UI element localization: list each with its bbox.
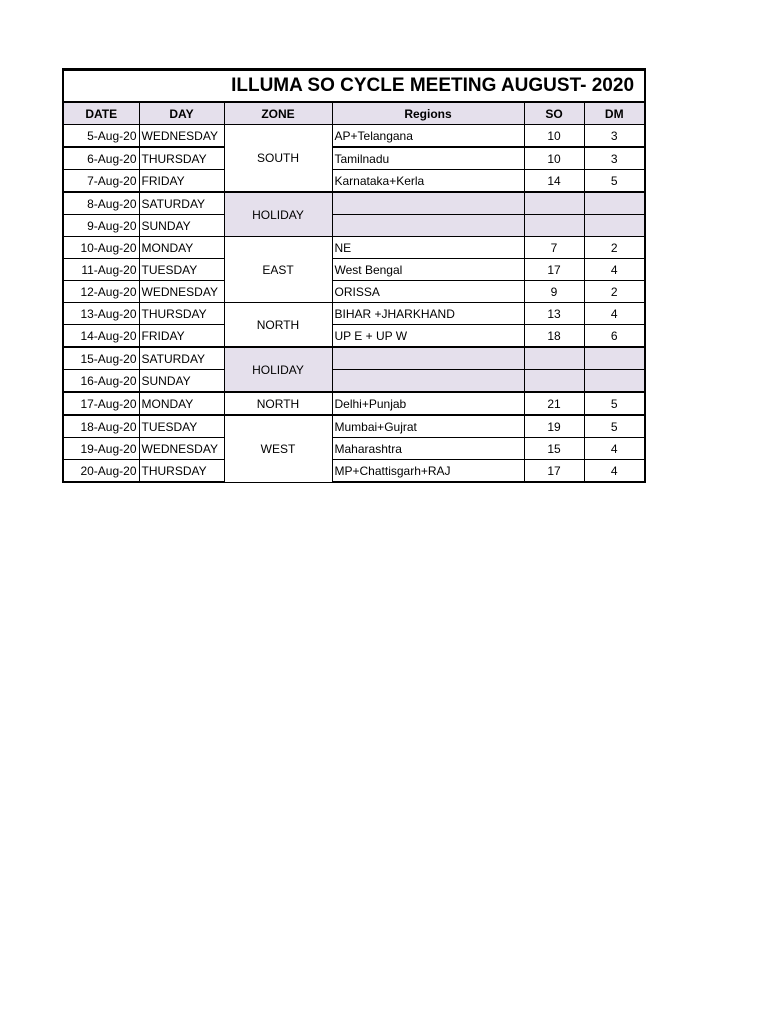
table-row bbox=[63, 281, 645, 303]
so-cell: 17 bbox=[524, 259, 584, 281]
header-date: DATE bbox=[63, 102, 139, 125]
region-cell: Tamilnadu bbox=[332, 147, 524, 170]
meeting-schedule-sheet bbox=[62, 68, 644, 483]
day-cell: THURSDAY bbox=[139, 303, 224, 325]
so-cell: 18 bbox=[524, 325, 584, 348]
region-cell: ORISSA bbox=[332, 281, 524, 303]
dm-cell bbox=[584, 192, 645, 215]
table-row bbox=[63, 392, 645, 415]
region-cell: Delhi+Punjab bbox=[332, 392, 524, 415]
date-cell: 8-Aug-20 bbox=[63, 192, 139, 215]
table-row bbox=[63, 125, 645, 148]
day-cell: MONDAY bbox=[139, 237, 224, 259]
table-row bbox=[63, 370, 645, 393]
sheet-title: ILLUMA SO CYCLE MEETING AUGUST- 2020 bbox=[63, 70, 645, 103]
day-cell: SATURDAY bbox=[139, 347, 224, 370]
day-cell: FRIDAY bbox=[139, 325, 224, 348]
region-cell bbox=[332, 215, 524, 237]
so-cell: 14 bbox=[524, 170, 584, 193]
date-cell: 7-Aug-20 bbox=[63, 170, 139, 193]
header-regions: Regions bbox=[332, 102, 524, 125]
date-cell: 17-Aug-20 bbox=[63, 392, 139, 415]
so-cell: 7 bbox=[524, 237, 584, 259]
date-cell: 16-Aug-20 bbox=[63, 370, 139, 393]
date-cell: 5-Aug-20 bbox=[63, 125, 139, 148]
table-row bbox=[63, 347, 645, 370]
dm-cell: 2 bbox=[584, 237, 645, 259]
so-cell bbox=[524, 347, 584, 370]
table-row bbox=[63, 325, 645, 348]
so-cell bbox=[524, 370, 584, 393]
day-cell: TUESDAY bbox=[139, 415, 224, 438]
dm-cell: 6 bbox=[584, 325, 645, 348]
day-cell: SATURDAY bbox=[139, 192, 224, 215]
so-cell: 13 bbox=[524, 303, 584, 325]
schedule-table bbox=[62, 68, 646, 483]
table-row bbox=[63, 460, 645, 483]
date-cell: 18-Aug-20 bbox=[63, 415, 139, 438]
day-cell: THURSDAY bbox=[139, 460, 224, 483]
dm-cell bbox=[584, 347, 645, 370]
dm-cell: 5 bbox=[584, 415, 645, 438]
dm-cell: 3 bbox=[584, 147, 645, 170]
region-cell: Mumbai+Gujrat bbox=[332, 415, 524, 438]
date-cell: 10-Aug-20 bbox=[63, 237, 139, 259]
dm-cell: 4 bbox=[584, 438, 645, 460]
region-cell: Karnataka+Kerla bbox=[332, 170, 524, 193]
table-row bbox=[63, 192, 645, 215]
region-cell: UP E + UP W bbox=[332, 325, 524, 348]
table-row bbox=[63, 170, 645, 193]
day-cell: SUNDAY bbox=[139, 215, 224, 237]
day-cell: WEDNESDAY bbox=[139, 125, 224, 148]
dm-cell: 3 bbox=[584, 125, 645, 148]
date-cell: 9-Aug-20 bbox=[63, 215, 139, 237]
region-cell: MP+Chattisgarh+RAJ bbox=[332, 460, 524, 483]
dm-cell: 2 bbox=[584, 281, 645, 303]
so-cell: 10 bbox=[524, 125, 584, 148]
region-cell bbox=[332, 192, 524, 215]
region-cell bbox=[332, 347, 524, 370]
so-cell bbox=[524, 215, 584, 237]
date-cell: 15-Aug-20 bbox=[63, 347, 139, 370]
date-cell: 19-Aug-20 bbox=[63, 438, 139, 460]
day-cell: WEDNESDAY bbox=[139, 438, 224, 460]
date-cell: 20-Aug-20 bbox=[63, 460, 139, 483]
so-cell: 21 bbox=[524, 392, 584, 415]
so-cell: 10 bbox=[524, 147, 584, 170]
dm-cell bbox=[584, 370, 645, 393]
header-zone: ZONE bbox=[224, 102, 332, 125]
table-row bbox=[63, 438, 645, 460]
date-cell: 6-Aug-20 bbox=[63, 147, 139, 170]
region-cell: West Bengal bbox=[332, 259, 524, 281]
so-cell bbox=[524, 192, 584, 215]
table-row bbox=[63, 259, 645, 281]
region-cell: Maharashtra bbox=[332, 438, 524, 460]
day-cell: THURSDAY bbox=[139, 147, 224, 170]
table-row bbox=[63, 237, 645, 259]
header-so: SO bbox=[524, 102, 584, 125]
day-cell: WEDNESDAY bbox=[139, 281, 224, 303]
so-cell: 19 bbox=[524, 415, 584, 438]
zone-cell-west: WEST bbox=[224, 415, 332, 482]
region-cell bbox=[332, 370, 524, 393]
zone-cell-south: SOUTH bbox=[224, 125, 332, 193]
zone-cell-east: EAST bbox=[224, 237, 332, 303]
date-cell: 12-Aug-20 bbox=[63, 281, 139, 303]
region-cell: AP+Telangana bbox=[332, 125, 524, 148]
dm-cell: 5 bbox=[584, 170, 645, 193]
zone-cell-holiday: HOLIDAY bbox=[224, 192, 332, 237]
table-row bbox=[63, 303, 645, 325]
day-cell: SUNDAY bbox=[139, 370, 224, 393]
header-day: DAY bbox=[139, 102, 224, 125]
date-cell: 13-Aug-20 bbox=[63, 303, 139, 325]
dm-cell: 5 bbox=[584, 392, 645, 415]
zone-cell-north: NORTH bbox=[224, 303, 332, 348]
date-cell: 11-Aug-20 bbox=[63, 259, 139, 281]
dm-cell: 4 bbox=[584, 460, 645, 483]
day-cell: MONDAY bbox=[139, 392, 224, 415]
table-row bbox=[63, 415, 645, 438]
dm-cell: 4 bbox=[584, 303, 645, 325]
so-cell: 15 bbox=[524, 438, 584, 460]
header-dm: DM bbox=[584, 102, 645, 125]
zone-cell-north: NORTH bbox=[224, 392, 332, 415]
dm-cell: 4 bbox=[584, 259, 645, 281]
header-row bbox=[63, 102, 645, 125]
date-cell: 14-Aug-20 bbox=[63, 325, 139, 348]
table-row bbox=[63, 147, 645, 170]
region-cell: BIHAR +JHARKHAND bbox=[332, 303, 524, 325]
zone-cell-holiday: HOLIDAY bbox=[224, 347, 332, 392]
day-cell: TUESDAY bbox=[139, 259, 224, 281]
table-row bbox=[63, 215, 645, 237]
day-cell: FRIDAY bbox=[139, 170, 224, 193]
dm-cell bbox=[584, 215, 645, 237]
so-cell: 17 bbox=[524, 460, 584, 483]
region-cell: NE bbox=[332, 237, 524, 259]
so-cell: 9 bbox=[524, 281, 584, 303]
